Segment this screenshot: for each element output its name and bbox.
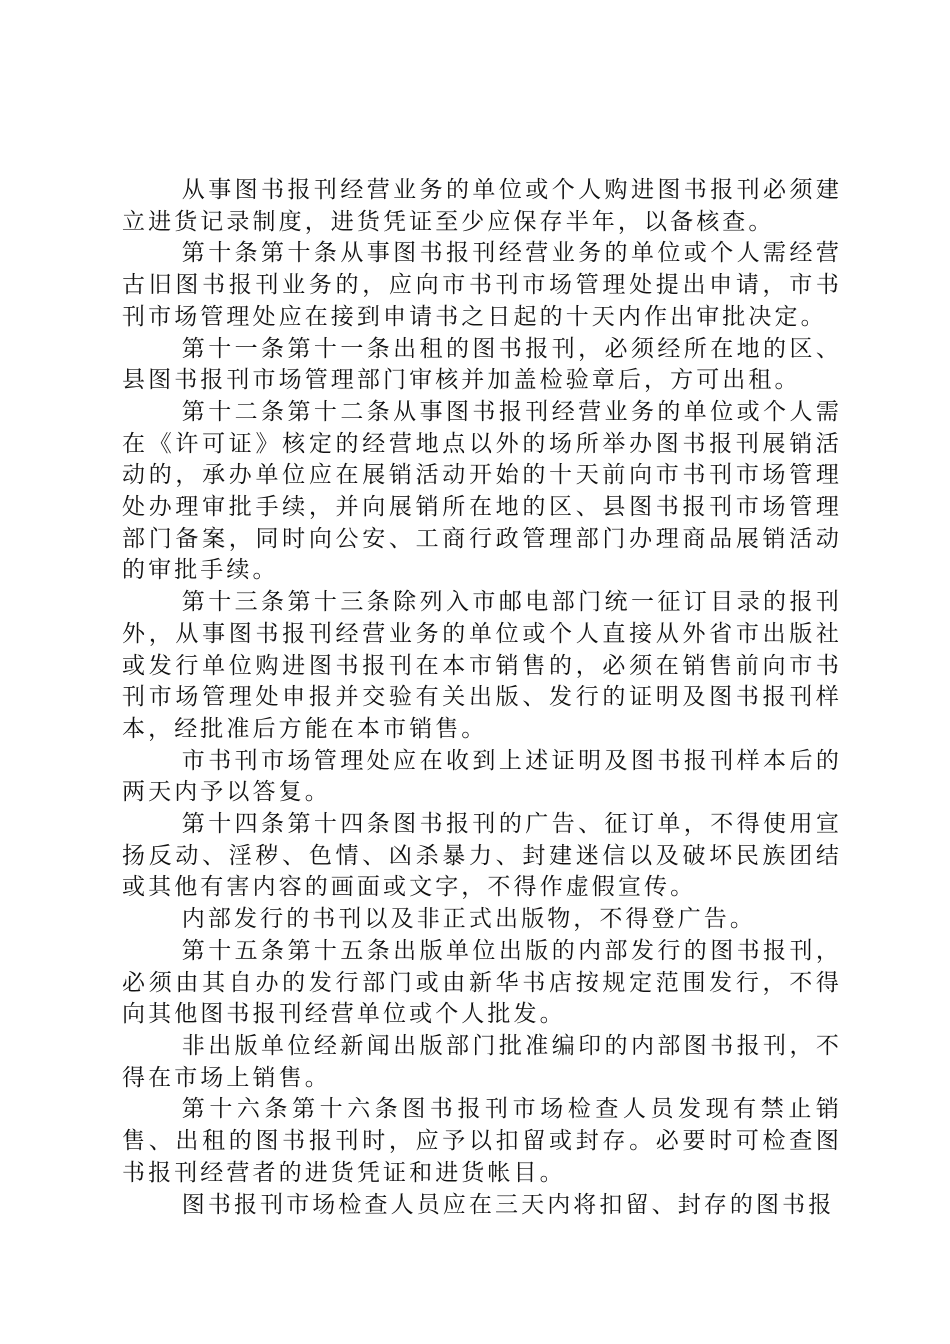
- paragraph-article-15-non-publisher: 非出版单位经新闻出版部门批准编印的内部图书报刊，不得在市场上销售。: [122, 1032, 842, 1091]
- paragraph-article-11: 第十一条第十一条出租的图书报刊，必须经所在地的区、县图书报刊市场管理部门审核并加盖检验章后，方可出租。: [122, 335, 842, 394]
- paragraph-article-15: 第十五条第十五条出版单位出版的内部发行的图书报刊，必须由其自办的发行部门或由新华书店按规定范围发行，不得向其他图书报刊经营单位或个人批发。: [122, 937, 842, 1028]
- paragraph-article-10: 第十条第十条从事图书报刊经营业务的单位或个人需经营古旧图书报刊业务的，应向市书刊市场管理处提出申请，市书刊市场管理处应在接到申请书之日起的十天内作出审批决定。: [122, 240, 842, 330]
- paragraph-article-13-reply: 市书刊市场管理处应在收到上述证明及图书报刊样本后的两天内予以答复。: [122, 747, 842, 806]
- paragraph-article-16: 第十六条第十六条图书报刊市场检查人员发现有禁止销售、出租的图书报刊时，应予以扣留或封存。必要时可检查图书报刊经营者的进货凭证和进货帐目。: [122, 1096, 842, 1186]
- paragraph-article-16-continued: 图书报刊市场检查人员应在三天内将扣留、封存的图书报: [181, 1191, 835, 1218]
- paragraph-article-12: 第十二条第十二条从事图书报刊经营业务的单位或个人需在《许可证》核定的经营地点以外的场所举办图书报刊展销活动的，承办单位应在展销活动开始的十天前向市书刊市场管理处办理审批手续，并向展销所在地的区、县图书报刊市场管理部门备案，同时向公安、工商行政管理部门办理商品展销活动的审批手续。: [122, 398, 842, 584]
- document-body: [122, 175, 842, 1221]
- paragraph-article-14-ads: 内部发行的书刊以及非正式出版物，不得登广告。: [181, 906, 756, 933]
- paragraph-article-13: 第十三条第十三条除列入市邮电部门统一征订目录的报刊外，从事图书报刊经营业务的单位或个人直接从外省市出版社或发行单位购进图书报刊在本市销售的，必须在销售前向市书刊市场管理处申报并交验有关出版、发行的证明及图书报刊样本，经批准后方能在本市销售。: [122, 589, 842, 742]
- paragraph-purchase-records: 从事图书报刊经营业务的单位或个人购进图书报刊必须建立进货记录制度，进货凭证至少应保存半年，以备核查。: [122, 177, 842, 235]
- paragraph-article-14: 第十四条第十四条图书报刊的广告、征订单，不得使用宣扬反动、淫秽、色情、凶杀暴力、封建迷信以及破坏民族团结或其他有害内容的画面或文字，不得作虚假宣传。: [122, 811, 842, 901]
